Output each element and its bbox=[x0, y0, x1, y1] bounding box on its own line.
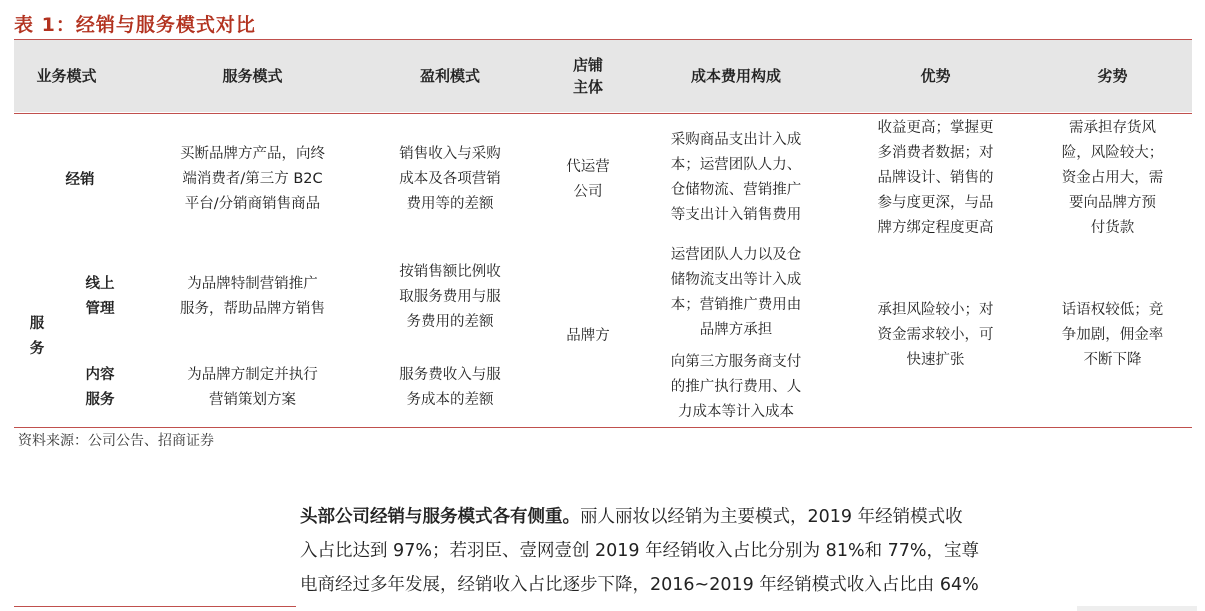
paragraph-lead: 头部公司经销与服务模式各有侧重。 bbox=[300, 507, 580, 527]
paragraph-line-2: 入占比达到 97%；若羽臣、壹网壹创 2019 年经销收入占比分别为 81%和 77%，宝尊 bbox=[300, 541, 980, 561]
row-content-mode: 内容 服务 bbox=[85, 367, 115, 408]
header-cost-structure: 成本费用构成 bbox=[690, 67, 781, 85]
header-bottom-rule bbox=[14, 113, 1192, 114]
header-profit-mode: 盈利模式 bbox=[419, 67, 480, 85]
row-service-group-label: 服 务 bbox=[29, 316, 45, 357]
row-distribution-store: 代运营 公司 bbox=[566, 159, 610, 200]
row-content-service: 为品牌方制定并执行 营销策划方案 bbox=[187, 367, 318, 408]
row-distribution-profit: 销售收入与采购 成本及各项营销 费用等的差额 bbox=[399, 146, 501, 212]
header-disadvantages: 劣势 bbox=[1097, 67, 1128, 85]
paragraph-line-1 bbox=[300, 500, 1195, 534]
row-online-mode: 线上 管理 bbox=[85, 276, 115, 317]
row-content-profit: 服务费收入与服 务成本的差额 bbox=[399, 367, 501, 408]
header-store-entity: 店铺 主体 bbox=[572, 56, 603, 96]
row-content-cost: 向第三方服务商支付 的推广执行费用、人 力成本等计入成本 bbox=[670, 354, 802, 420]
row-online-cost: 运营团队人力以及仓 储物流支出等计入成 本；营销推广费用由 品牌方承担 bbox=[670, 247, 802, 338]
header-business-mode: 业务模式 bbox=[36, 67, 97, 85]
header-advantages: 优势 bbox=[920, 67, 951, 85]
header-service-mode: 服务模式 bbox=[222, 67, 283, 85]
source-note: 资料来源：公司公告、招商证券 bbox=[18, 433, 214, 449]
row-distribution-advantages: 收益更高；掌握更 多消费者数据；对 品牌设计、销售的 参与度更深，与品 牌方绑定程度更高 bbox=[877, 120, 994, 236]
row-online-profit: 按销售额比例收 取服务费用与服 务费用的差额 bbox=[399, 264, 501, 330]
row-online-service: 为品牌特制营销推广 服务，帮助品牌方销售 bbox=[180, 276, 325, 317]
row-distribution-mode: 经销 bbox=[65, 172, 95, 188]
table-title: 表 1：经销与服务模式对比 bbox=[14, 14, 256, 36]
table-bottom-rule bbox=[14, 427, 1192, 428]
row-distribution-cost: 采购商品支出计入成 本；运营团队人力、 仓储物流、营销推广 等支出计入销售费用 bbox=[670, 132, 802, 223]
paragraph-line-3: 电商经过多年发展，经销收入占比逐步下降，2016~2019 年经销模式收入占比由 64% bbox=[300, 575, 979, 595]
footer-rule bbox=[14, 606, 296, 607]
row-service-store: 品牌方 bbox=[566, 328, 610, 344]
row-service-disadvantages: 话语权较低；竞 争加剧，佣金率 不断下降 bbox=[1061, 302, 1164, 368]
paragraph-line-1-text: 丽人丽妆以经销为主要模式，2019 年经销模式收 bbox=[580, 507, 963, 527]
row-service-advantages: 承担风险较小；对 资金需求较小，可 快速扩张 bbox=[877, 302, 994, 368]
row-distribution-service: 买断品牌方产品，向终 端消费者/第三方 B2C 平台/分销商销售商品 bbox=[180, 146, 325, 212]
footer-corner-block bbox=[1077, 606, 1197, 611]
row-distribution-disadvantages: 需承担存货风 险，风险较大； 资金占用大，需 要向品牌方预 付货款 bbox=[1061, 120, 1164, 236]
